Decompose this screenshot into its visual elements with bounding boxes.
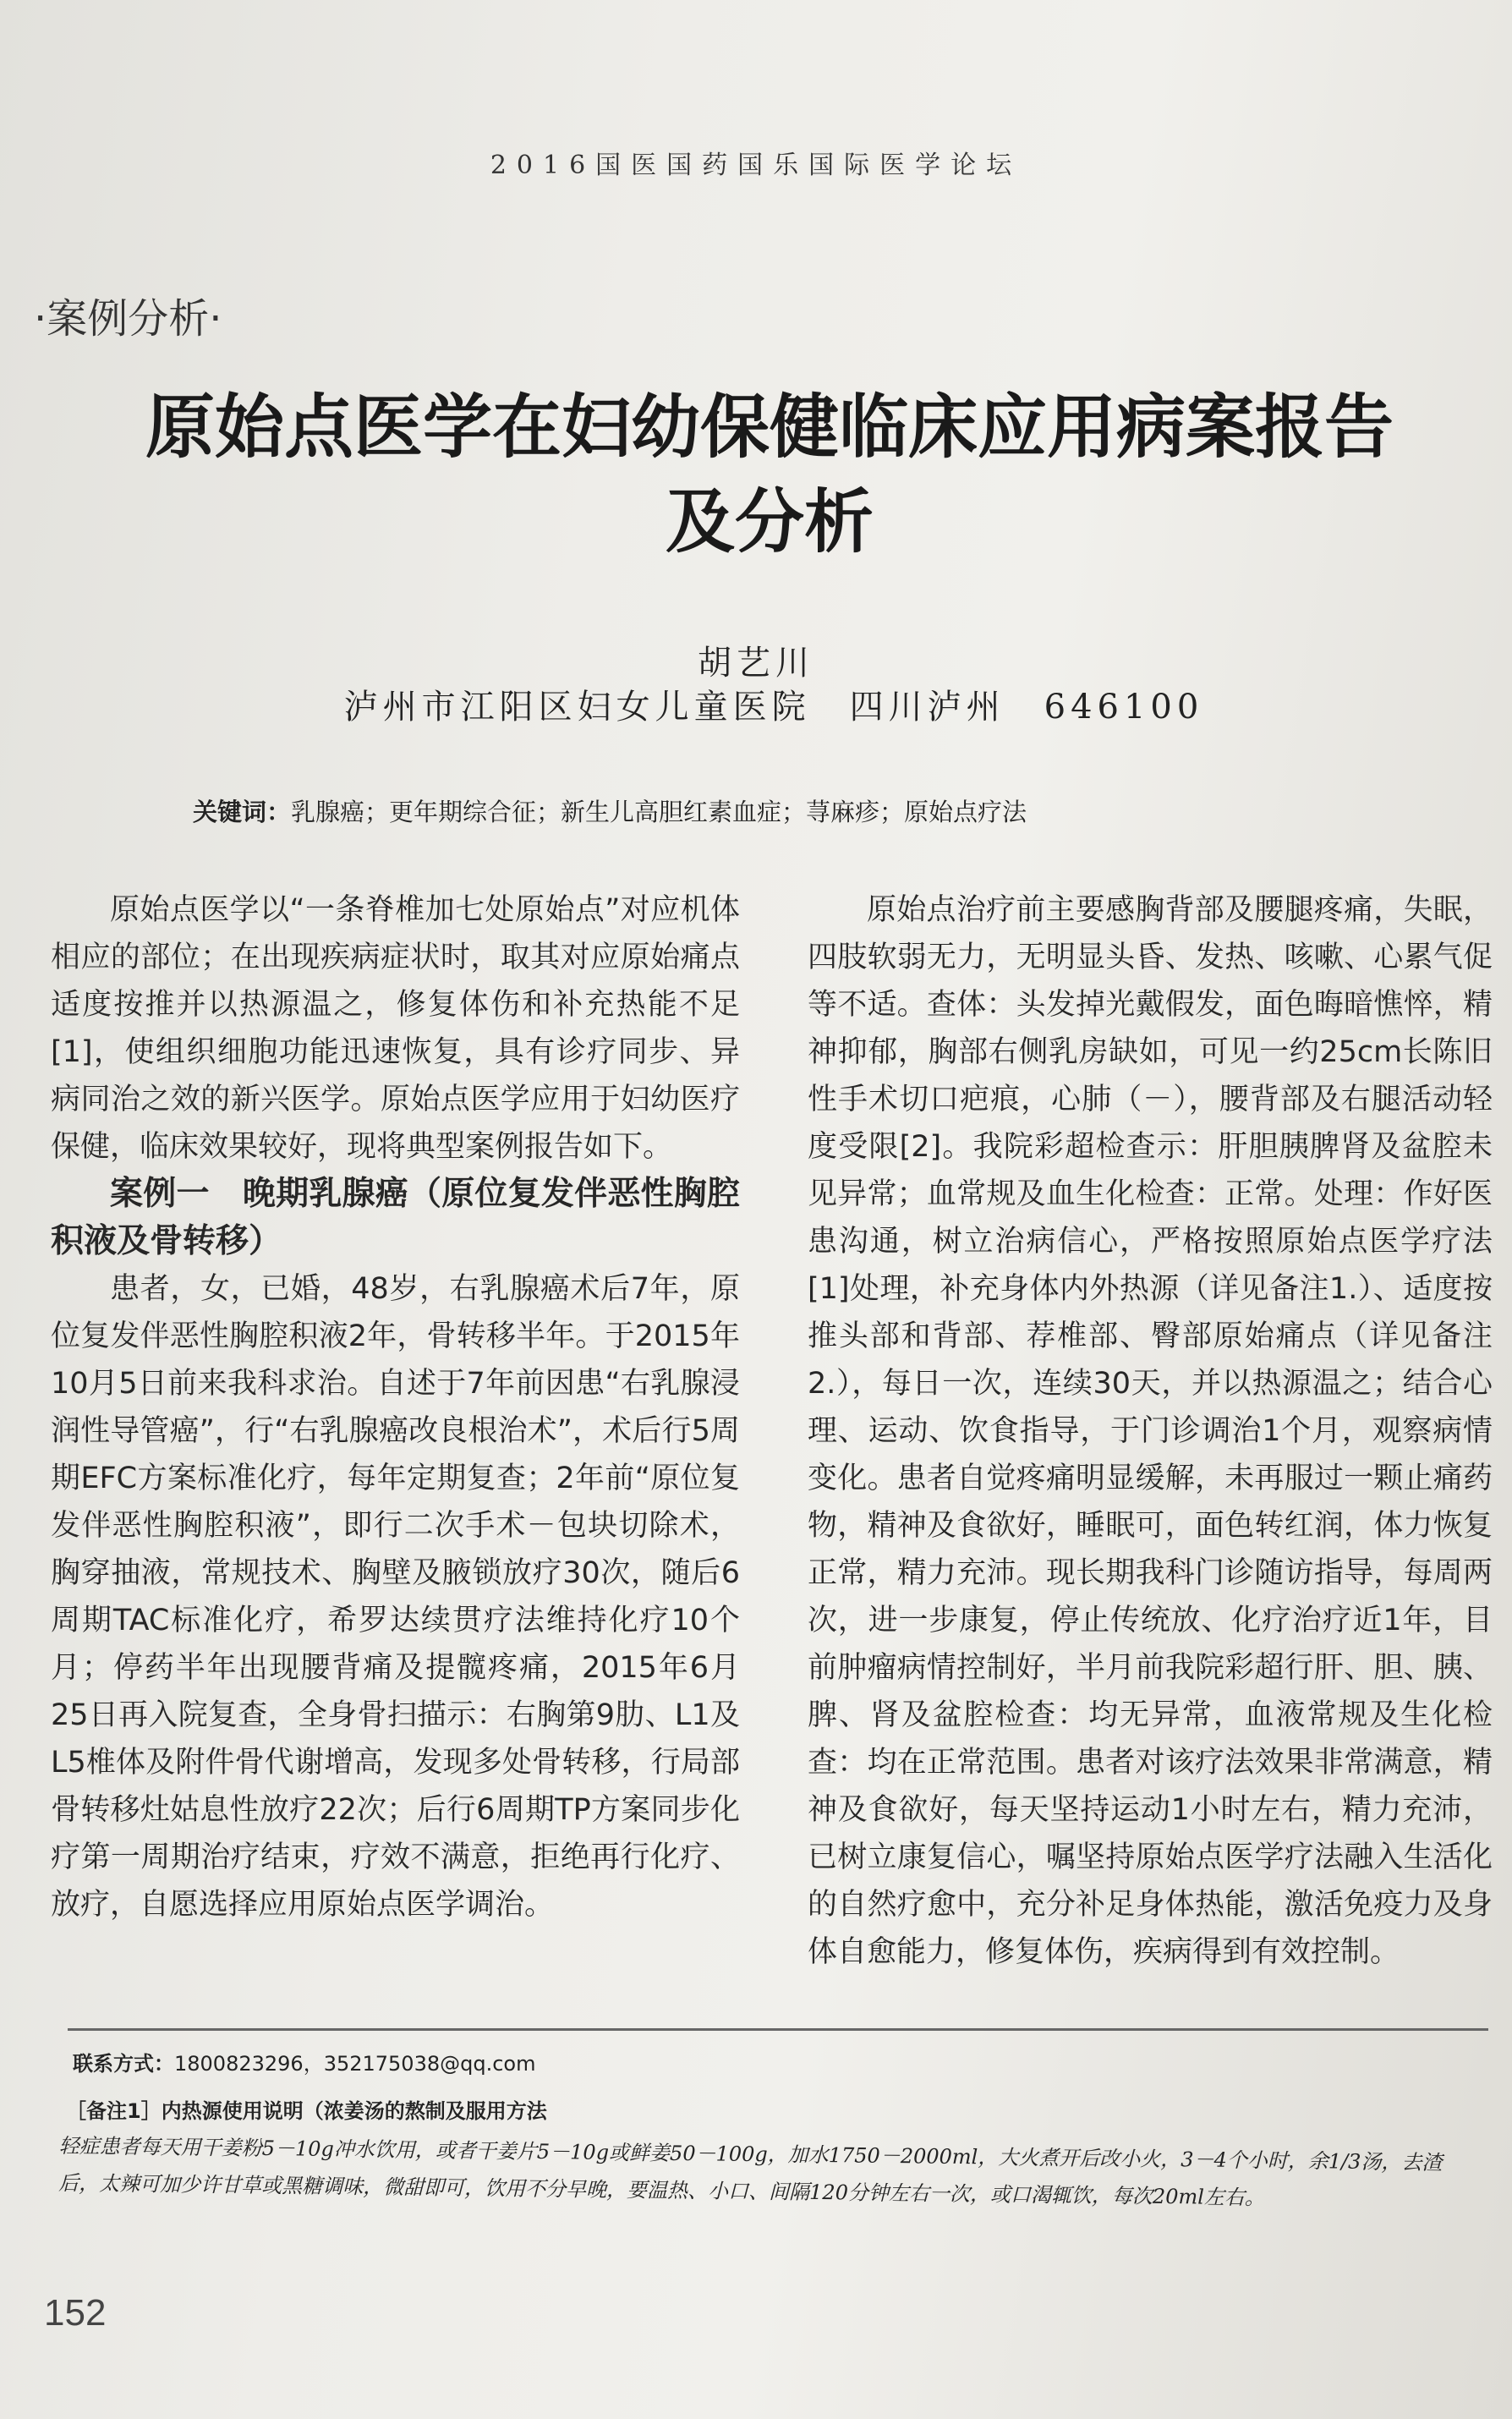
running-header: 2016国医国药国乐国际医学论坛 (490, 151, 1022, 180)
keywords-text: 乳腺癌；更年期综合征；新生儿高胆红素血症；荨麻疹；原始点疗法 (291, 798, 1027, 826)
note-title: ［备注1］内热源使用说明（浓姜汤的熬制及服用方法 (66, 2099, 547, 2123)
contact-label: 联系方式： (73, 2052, 174, 2076)
title-line-2: 及分析 (665, 482, 874, 562)
footnote-divider (68, 2028, 1488, 2031)
author-name: 胡艺川 (698, 644, 814, 683)
article-title (51, 381, 1488, 570)
case-paragraph: 患者，女，已婚，48岁，右乳腺癌术后7年，原位复发伴恶性胸腔积液2年，骨转移半年。于2015年10月5日前来我科求治。自述于7年前因患“右乳腺浸润性导管癌”，行“右乳腺癌改良根治术”，术后行5周期EFC方案标准化疗，每年定期复查；2年前“原位复发伴恶性胸腔积液”，即行二次手术－包块切除术，胸穿抽液，常规技术、胸壁及腋锁放疗30次，随后6周期TAC标准化疗，希罗达续贯疗法维持化疗10个月；停药半年出现腰背痛及提髋疼痛，2015年6月25日再入院复查，全身骨扫描示：右胸第9肋、L1及L5椎体及附件骨代谢增高，发现多处骨转移，行局部骨转移灶姑息性放疗22次；后行6周期TP方案同步化疗第一周期治疗结束，疗效不满意，拒绝再行化疗、放疗，自愿选择应用原始点医学调治。 (51, 1272, 740, 1922)
left-column (51, 886, 740, 1928)
keywords (193, 793, 1027, 828)
note-text: 轻症患者每天用干姜粉5－10g冲水饮用，或者干姜片5－10g或鲜姜50－100g，加水1750－2000ml，大火煮开后改小火，3－4个小时，余1/3汤，去渣后，太辣可加少许甘草或黑糖调味，微甜即可，饮用不分早晚，要温热、小口、间隔120分钟左右一次，或口渴辄饮，每次20ml左右。 (58, 2133, 1443, 2210)
page-number: 152 (44, 2292, 107, 2334)
title-line-1: 原始点医学在妇幼保健临床应用病案报告 (145, 387, 1394, 468)
case-heading: 案例一 晚期乳腺癌（原位复发伴恶性胸腔积液及骨转移） (51, 1175, 740, 1260)
intro-paragraph: 原始点医学以“一条脊椎加七处原始点”对应机体相应的部位；在出现疾病症状时，取其对应原始痛点适度按推并以热源温之，修复体伤和补充热能不足[1]，使组织细胞功能迅速恢复，具有诊疗同步、异病同治之效的新兴医学。原始点医学应用于妇幼医疗保健，临床效果较好，现将典型案例报告如下。 (51, 893, 740, 1164)
section-label: ·案例分析· (34, 295, 222, 343)
right-column (808, 886, 1493, 1976)
treatment-paragraph: 原始点治疗前主要感胸背部及腰腿疼痛，失眠，四肢软弱无力，无明显头昏、发热、咳嗽、心累气促等不适。查体：头发掉光戴假发，面色晦暗憔悴，精神抑郁，胸部右侧乳房缺如，可见一约25cm长陈旧性手术切口疤痕，心肺（－），腰背部及右腿活动轻度受限[2]。我院彩超检查示：肝胆胰脾肾及盆腔未见异常；血常规及血生化检查：正常。处理：作好医患沟通，树立治病信心，严格按照原始点医学疗法[1]处理，补充身体内外热源（详见备注1.）、适度按推头部和背部、荐椎部、臀部原始痛点（详见备注2.），每日一次，连续30天，并以热源温之；结合心理、运动、饮食指导，于门诊调治1个月，观察病情变化。患者自觉疼痛明显缓解，未再服过一颗止痛药物，精神及食欲好，睡眠可，面色转红润，体力恢复正常，精力充沛。现长期我科门诊随访指导，每周两次，进一步康复，停止传统放、化疗治疗近1年，目前肿瘤病情控制好，半月前我院彩超行肝、胆、胰、脾、肾及盆腔检查：均无异常，血液常规及生化检查：均在正常范围。患者对该疗法效果非常满意，精神及食欲好，每天坚持运动1小时左右，精力充沛，已树立康复信心，嘱坚持原始点医学疗法融入生活化的自然疗愈中，充分补足身体热能，激活免疫力及身体自愈能力，修复体伤，疾病得到有效控制。 (808, 893, 1493, 1969)
author-affiliation: 泸州市江阳区妇女儿童医院 四川泸州 646100 (343, 688, 1204, 727)
contact-text: 1800823296，352175038@qq.com (174, 2052, 536, 2076)
keywords-label: 关键词： (193, 798, 292, 826)
contact-info (73, 2047, 535, 2076)
